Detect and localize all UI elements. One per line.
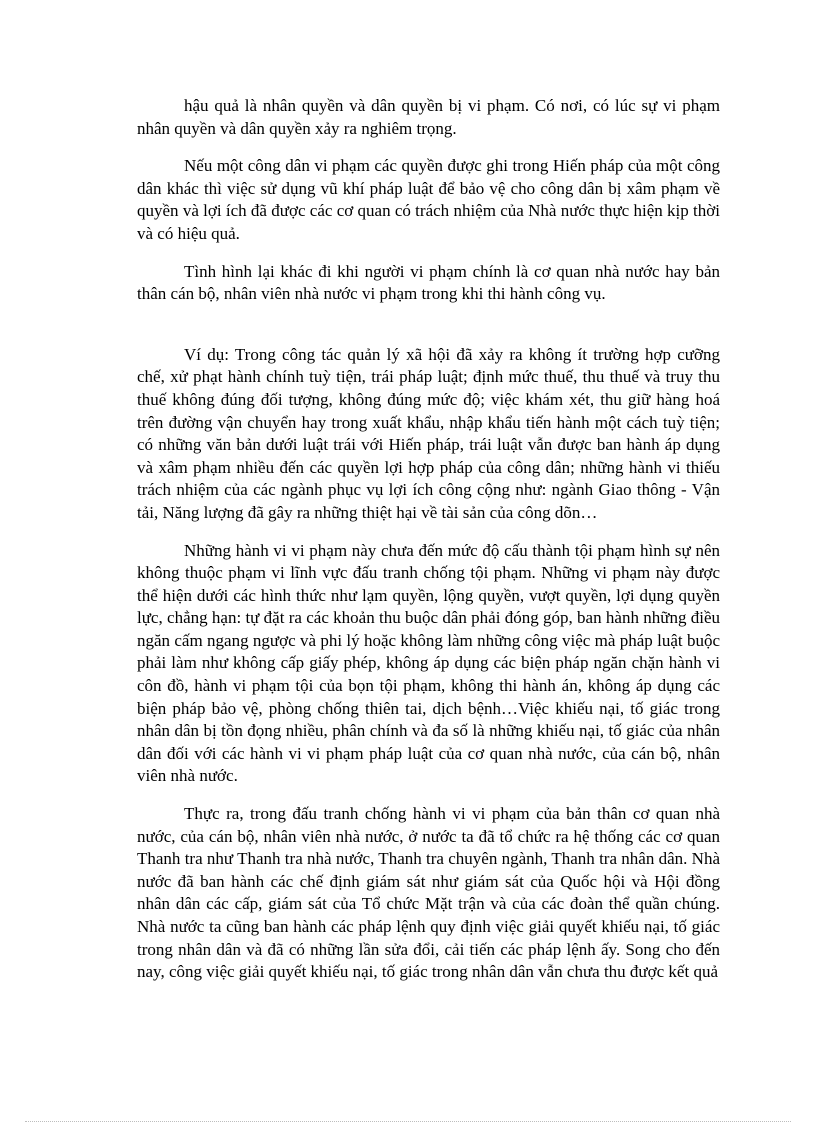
paragraph-4: Ví dụ: Trong công tác quản lý xã hội đã xảy ra không ít trường hợp cưỡng chế, xử phạt hành chính tuỳ tiện, trái pháp luật; định mức thuế, thu thuế và truy thu thuế không đúng đối tượng, không đúng mức độ; việc khám xét, thu giữ hàng hoá trên đường vận chuyển hay trong xuất khẩu, nhập khẩu tiến hành một cách tuỳ tiện; có những văn bản dưới luật trái với Hiến pháp, trái luật vẫn được ban hành áp dụng và xâm phạm nhiều đến các quyền lợi hợp pháp của công dân; những hành vi thiếu trách nhiệm của các ngành phục vụ lợi ích công cộng như: ngành Giao thông - Vận tải, Năng lượng đã gây ra những thiệt hại về tài sản của công dõn… xyxy=(137,344,720,522)
paragraph-6: Thực ra, trong đấu tranh chống hành vi vi phạm của bản thân cơ quan nhà nước, của cán bộ, nhân viên nhà nước, ở nước ta đã tổ chức ra hệ thống các cơ quan Thanh tra như Thanh tra nhà nước, Thanh tra chuyên ngành, Thanh tra nhân dân. Nhà nước đã ban hành các chế định giám sát như giám sát của Quốc hội và Hội đồng nhân dân các cấp, giám sát của Tổ chức Mặt trận và của các đoàn thể quần chúng. Nhà nước ta cũng ban hành các pháp lệnh quy định việc giải quyết khiếu nại, tố giác trong nhân dân và đã có những lần sửa đổi, cải tiến các pháp lệnh ấy. Song cho đến nay, công việc giải quyết khiếu nại, tố giác trong nhân dân vẫn chưa thu được kết quả xyxy=(137,804,720,982)
paragraph-5: Những hành vi vi phạm này chưa đến mức độ cấu thành tội phạm hình sự nên không thuộc phạm vi lĩnh vực đấu tranh chống tội phạm. Những vi phạm này được thể hiện dưới các hình thức như lạm quyền, lộng quyền, vượt quyền, lợi dụng quyền lực, chẳng hạn: tự đặt ra các khoản thu buộc dân phải đóng góp, ban hành những điều ngăn cấm ngang ngược và phi lý hoặc không làm những công việc mà pháp luật buộc phải làm như không cấp giấy phép, không áp dụng các biện pháp ngăn chặn hành vi côn đồ, hành vi phạm tội của bọn tội phạm, không thi hành án, không áp dụng các biện pháp bảo vệ, phòng chống thiên tai, dịch bệnh…Việc khiếu nại, tố giác trong nhân dân bị tồn đọng nhiều, phân chính và đa số là những khiếu nại, tố giác của nhân dân đối với các hành vi vi phạm pháp luật của cơ quan nhà nước, của cán bộ, nhân viên nhà nước. xyxy=(137,540,720,786)
paragraph-2: Nếu một công dân vi phạm các quyền được ghi trong Hiến pháp của một công dân khác thì việc sử dụng vũ khí pháp luật để bảo vệ cho công dân bị xâm phạm về quyền và lợi ích đã được các cơ quan có trách nhiệm của Nhà nước thực hiện kịp thời và có hiệu quả. xyxy=(137,156,720,243)
document-page xyxy=(137,95,720,984)
paragraph-1: hậu quả là nhân quyền và dân quyền bị vi phạm. Có nơi, có lúc sự vi phạm nhân quyền và dân quyền xảy ra nghiêm trọng. xyxy=(137,96,720,138)
page-bottom-divider xyxy=(25,1121,791,1122)
paragraph-3: Tình hình lại khác đi khi người vi phạm chính là cơ quan nhà nước hay bản thân cán bộ, nhân viên nhà nước vi phạm trong khi thi hành công vụ. xyxy=(137,261,720,304)
